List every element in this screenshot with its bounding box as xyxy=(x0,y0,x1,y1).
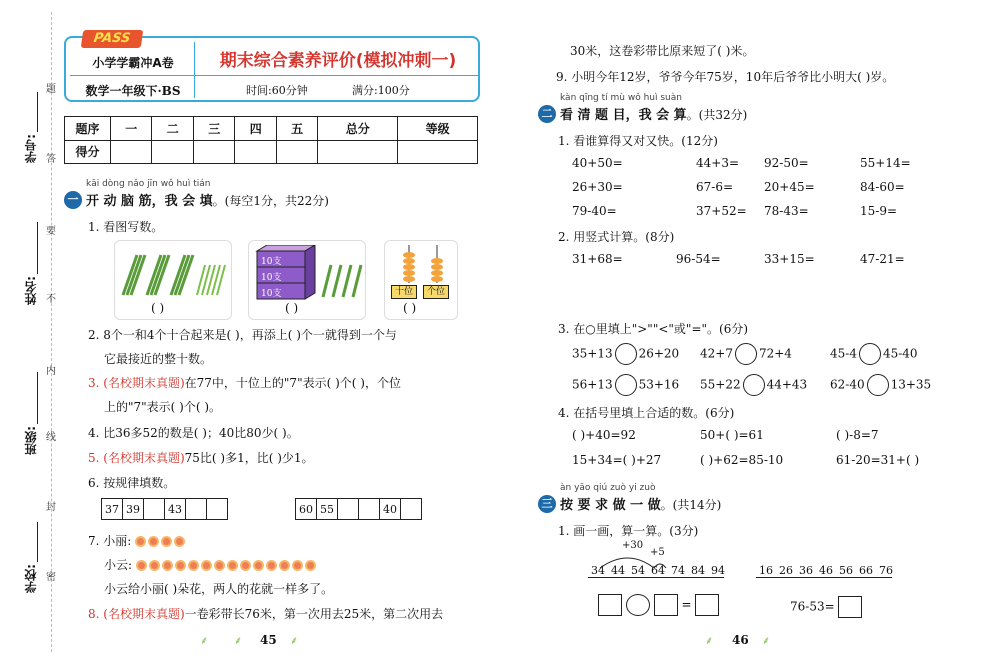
question-text: 75比( )多1，比( )少1。 xyxy=(184,451,314,465)
oral-calc: 55+14= xyxy=(860,156,911,170)
expr: 26+20 xyxy=(638,346,680,361)
operator-circle[interactable] xyxy=(626,594,650,616)
seal-char: 线 xyxy=(46,432,56,443)
subtraction-task xyxy=(790,596,862,618)
question-2-2: 2. 用竖式计算。(8分) xyxy=(558,230,675,244)
score-cell[interactable] xyxy=(152,140,193,164)
section-1-heading xyxy=(64,179,329,209)
leaf-icon: ⸙ xyxy=(762,634,771,647)
tick-label: 44 xyxy=(611,564,625,577)
compare-circle[interactable] xyxy=(743,374,765,396)
compare-item xyxy=(830,343,918,365)
sequence-cell: 60 xyxy=(295,498,317,520)
jump-label: +30 xyxy=(622,540,644,551)
score-header-cell: 一 xyxy=(111,117,152,141)
sequence-cell: 39 xyxy=(122,498,144,520)
number-line-1 xyxy=(588,558,724,588)
fill-item[interactable]: ( )-8=7 xyxy=(836,428,879,442)
fill-item[interactable]: 61-20=31+( ) xyxy=(836,453,920,467)
sequence-1 xyxy=(102,498,228,520)
compare-item xyxy=(572,343,679,365)
name-label: 姓名: xyxy=(24,276,38,305)
question-2-1: 1. 看谁算得又对又快。(12分) xyxy=(558,134,718,148)
leaf-icon: ⸙ xyxy=(200,634,209,647)
flower-icon xyxy=(149,560,160,571)
tick-label: 64 xyxy=(651,564,665,577)
sequence-cell[interactable] xyxy=(400,498,422,520)
section-pinyin: kāi dòng nǎo jīn wǒ huì tián xyxy=(86,179,211,189)
header-divider xyxy=(70,75,478,76)
section-number: 三 xyxy=(538,495,556,513)
question-4: 4. 比36多52的数是( )；40比80少( )。 xyxy=(88,426,299,440)
score-cell[interactable] xyxy=(276,140,317,164)
section-number: 一 xyxy=(64,191,82,209)
tens-place-label: 十位 xyxy=(391,285,417,299)
oral-calc: 40+50= xyxy=(572,156,623,170)
tick-label: 94 xyxy=(711,564,725,577)
expr: 53+16 xyxy=(638,377,680,392)
student-id-label: 学号: xyxy=(24,134,38,163)
boxed-pencils-picture xyxy=(248,240,366,320)
sequence-cell[interactable] xyxy=(358,498,380,520)
expr: 55+22 xyxy=(700,377,741,392)
fill-item[interactable]: ( )+40=92 xyxy=(572,428,636,442)
score-header-cell: 四 xyxy=(235,117,276,141)
leaf-icon: ⸙ xyxy=(705,634,714,647)
gutter-line xyxy=(37,222,38,274)
famous-school-tag: 8. (名校期末真题) xyxy=(88,607,185,621)
expr: 62-40 xyxy=(830,377,865,392)
expr: 13+35 xyxy=(890,377,932,392)
expr: 72+4 xyxy=(758,346,792,361)
answer-box[interactable] xyxy=(838,596,862,618)
section-points: 。(共32分) xyxy=(686,108,748,122)
seal-char: 封 xyxy=(46,502,56,513)
expr: 35+13 xyxy=(572,346,613,361)
score-cell[interactable] xyxy=(235,140,276,164)
flower-icon xyxy=(161,536,172,547)
score-cell[interactable] xyxy=(193,140,234,164)
question-text: 一卷彩带长76米，第一次用去25米，第二次用去 xyxy=(184,607,444,621)
compare-item xyxy=(572,374,679,396)
tick-label: 76 xyxy=(879,564,893,577)
subject-grade: 数学一年级下·BS xyxy=(85,84,181,98)
box-label: 10支 xyxy=(261,257,282,267)
answer-box[interactable] xyxy=(598,594,622,616)
question-1: 1. 看图写数。 xyxy=(88,220,164,234)
question-2-3: 3. 在○里填上">""<"或"="。(6分) xyxy=(558,322,749,336)
sequence-cell[interactable] xyxy=(206,498,228,520)
question-7-ask: 小云给小丽( )朵花，两人的花就一样多了。 xyxy=(104,582,334,596)
section-number: 二 xyxy=(538,105,556,123)
oral-calc: 92-50= xyxy=(764,156,809,170)
question-6: 6. 按规律填数。 xyxy=(88,476,176,490)
section-3-heading xyxy=(538,483,722,513)
famous-school-tag: 3. (名校期末真题) xyxy=(88,376,185,390)
full-score: 满分:100分 xyxy=(352,84,410,97)
xiaoyun-label: 小云: xyxy=(104,558,133,572)
jump-label: +5 xyxy=(650,547,665,558)
tick-label: 16 xyxy=(759,564,773,577)
section-2-heading xyxy=(538,93,748,123)
question-2-4: 4. 在括号里填上合适的数。(6分) xyxy=(558,406,735,420)
question-8-cont: 30米，这卷彩带比原来短了( )米。 xyxy=(570,44,755,58)
question-text: 在77中，十位上的"7"表示( )个( )，个位 xyxy=(184,376,401,390)
score-header-cell: 等级 xyxy=(398,117,478,141)
sequence-cell: 43 xyxy=(164,498,186,520)
score-header-cell: 五 xyxy=(276,117,317,141)
flower-icon xyxy=(148,536,159,547)
sequence-cell[interactable] xyxy=(185,498,207,520)
tick-label: 66 xyxy=(859,564,873,577)
answer-box[interactable] xyxy=(654,594,678,616)
equation-boxes xyxy=(598,594,719,616)
seal-char: 题 xyxy=(46,84,56,95)
answer-blank[interactable]: ( ) xyxy=(403,301,417,315)
oral-calc: 44+3= xyxy=(696,156,740,170)
question-5 xyxy=(88,449,314,466)
abacus-icon xyxy=(387,243,457,285)
compare-item xyxy=(700,374,807,396)
compare-circle[interactable] xyxy=(615,374,637,396)
school-label: 学校: xyxy=(24,564,38,593)
exam-time: 时间:60分钟 xyxy=(246,84,308,97)
tick-label: 36 xyxy=(799,564,813,577)
oral-calc: 26+30= xyxy=(572,180,623,194)
page-number: 45 xyxy=(260,633,277,647)
gutter-line xyxy=(37,372,38,424)
question-9: 9. 小明今年12岁，爷爷今年75岁，10年后爷爷比小明大( )岁。 xyxy=(556,70,895,84)
tick-label: 74 xyxy=(671,564,685,577)
flower-icon xyxy=(305,560,316,571)
seal-char: 要 xyxy=(46,226,56,237)
famous-school-tag: 5. (名校期末真题) xyxy=(88,451,185,465)
flower-icon xyxy=(201,560,212,571)
seal-char: 内 xyxy=(46,366,56,377)
question-2: 2. 8个一和4个十合起来是( )，再添上( )个一就得到一个与 xyxy=(88,328,397,342)
oral-calc: 37+52= xyxy=(696,204,747,218)
score-cell[interactable] xyxy=(318,140,398,164)
expr: 42+7 xyxy=(700,346,733,361)
question-3-1: 1. 画一画，算一算。(3分) xyxy=(558,524,699,538)
exam-title: 期末综合素养评价(模拟冲刺一) xyxy=(219,51,457,71)
question-3-cont: 上的"7"表示( )个( )。 xyxy=(104,400,222,414)
question-7 xyxy=(88,532,187,549)
tick-label: 26 xyxy=(779,564,793,577)
fill-item[interactable]: 15+34=( )+27 xyxy=(572,453,662,467)
sequence-cell[interactable] xyxy=(337,498,359,520)
answer-box[interactable] xyxy=(695,594,719,616)
gutter-line xyxy=(37,522,38,562)
flower-icon xyxy=(253,560,264,571)
oral-calc: 78-43= xyxy=(764,204,809,218)
oral-calc: 84-60= xyxy=(860,180,905,194)
vertical-calc: 96-54= xyxy=(676,252,721,266)
section-title: 看 清 题 目，我 会 算 xyxy=(560,108,687,123)
section-points: 。(共14分) xyxy=(660,498,722,512)
flower-icon xyxy=(175,560,186,571)
flower-icon xyxy=(266,560,277,571)
sequence-2 xyxy=(296,498,422,520)
binding-gutter xyxy=(8,0,56,666)
right-page xyxy=(500,0,1000,666)
abacus-picture xyxy=(384,240,458,320)
oral-calc: 20+45= xyxy=(764,180,815,194)
box-label: 10支 xyxy=(261,289,282,299)
flower-icon xyxy=(136,560,147,571)
page-number: 46 xyxy=(732,633,749,647)
compare-circle[interactable] xyxy=(859,343,881,365)
expr: 45-40 xyxy=(882,346,918,361)
expr: 76-53= xyxy=(790,599,835,614)
section-points: 。(每空1分，共22分) xyxy=(212,194,329,208)
compare-circle[interactable] xyxy=(615,343,637,365)
score-cell[interactable] xyxy=(398,140,478,164)
number-line-2 xyxy=(756,558,892,588)
section-pinyin: àn yāo qiú zuò yi zuò xyxy=(560,483,656,493)
series-name: 小学学霸冲A卷 xyxy=(92,56,174,70)
header-divider xyxy=(194,42,195,98)
oral-calc: 15-9= xyxy=(860,204,898,218)
flower-icon xyxy=(292,560,303,571)
expr: 45-4 xyxy=(830,346,857,361)
pencils-icon xyxy=(117,249,233,299)
section-title: 开 动 脑 筋，我 会 填 xyxy=(86,194,213,209)
pencil-bundles-picture xyxy=(114,240,232,320)
number-line-axis xyxy=(588,577,724,578)
class-label: 班级: xyxy=(24,426,38,455)
section-title: 按 要 求 做 一 做 xyxy=(560,498,661,513)
pass-logo: PASS xyxy=(81,30,144,48)
sequence-cell[interactable] xyxy=(143,498,165,520)
sequence-cell: 40 xyxy=(379,498,401,520)
gutter-line xyxy=(37,92,38,132)
number-line-axis xyxy=(756,577,892,578)
oral-calc: 79-40= xyxy=(572,204,617,218)
oral-calc: 67-6= xyxy=(696,180,734,194)
sequence-cell: 55 xyxy=(316,498,338,520)
xiaoli-label: 7. 小丽: xyxy=(88,534,132,548)
flower-icon xyxy=(227,560,238,571)
flower-icon xyxy=(162,560,173,571)
section-pinyin: kàn qīng tí mù wǒ huì suàn xyxy=(560,93,682,103)
fill-item[interactable]: 50+( )=61 xyxy=(700,428,764,442)
expr: 56+13 xyxy=(572,377,613,392)
flower-icon xyxy=(188,560,199,571)
compare-item xyxy=(700,343,792,365)
equals-sign: = xyxy=(681,597,692,612)
leaf-icon: ⸙ xyxy=(290,634,299,647)
tick-label: 84 xyxy=(691,564,705,577)
compare-item xyxy=(830,374,931,396)
leaf-icon: ⸙ xyxy=(234,634,243,647)
score-header-cell: 二 xyxy=(152,117,193,141)
question-7-xiaoyun xyxy=(104,556,318,573)
flower-icon xyxy=(279,560,290,571)
seal-line xyxy=(51,12,52,652)
score-header-cell: 总分 xyxy=(318,117,398,141)
score-cell[interactable] xyxy=(111,140,152,164)
compare-circle[interactable] xyxy=(735,343,757,365)
vertical-calc: 47-21= xyxy=(860,252,905,266)
vertical-calc: 33+15= xyxy=(764,252,815,266)
answer-blank[interactable]: ( ) xyxy=(285,301,299,315)
flower-icon xyxy=(174,536,185,547)
score-header-cell: 三 xyxy=(193,117,234,141)
box-label: 10支 xyxy=(261,273,282,283)
expr: 44+43 xyxy=(766,377,808,392)
compare-circle[interactable] xyxy=(867,374,889,396)
seal-char: 答 xyxy=(46,154,56,165)
exam-header xyxy=(64,31,480,102)
fill-item[interactable]: ( )+62=85-10 xyxy=(700,453,784,467)
seal-char: 不 xyxy=(46,294,56,305)
tick-label: 34 xyxy=(591,564,605,577)
question-3 xyxy=(88,374,401,391)
ones-place-label: 个位 xyxy=(423,285,449,299)
score-table xyxy=(64,116,478,164)
flower-icon xyxy=(135,536,146,547)
flower-icon xyxy=(240,560,251,571)
seal-char: 密 xyxy=(46,572,56,583)
flower-icon xyxy=(214,560,225,571)
tick-label: 54 xyxy=(631,564,645,577)
sequence-cell: 37 xyxy=(101,498,123,520)
tick-label: 56 xyxy=(839,564,853,577)
question-2-cont: 它最接近的整十数。 xyxy=(104,352,213,366)
question-8 xyxy=(88,605,443,622)
score-row-label: 得分 xyxy=(65,140,111,164)
vertical-calc: 31+68= xyxy=(572,252,623,266)
answer-blank[interactable]: ( ) xyxy=(151,301,165,315)
tick-label: 46 xyxy=(819,564,833,577)
score-header-cell: 题序 xyxy=(65,117,111,141)
